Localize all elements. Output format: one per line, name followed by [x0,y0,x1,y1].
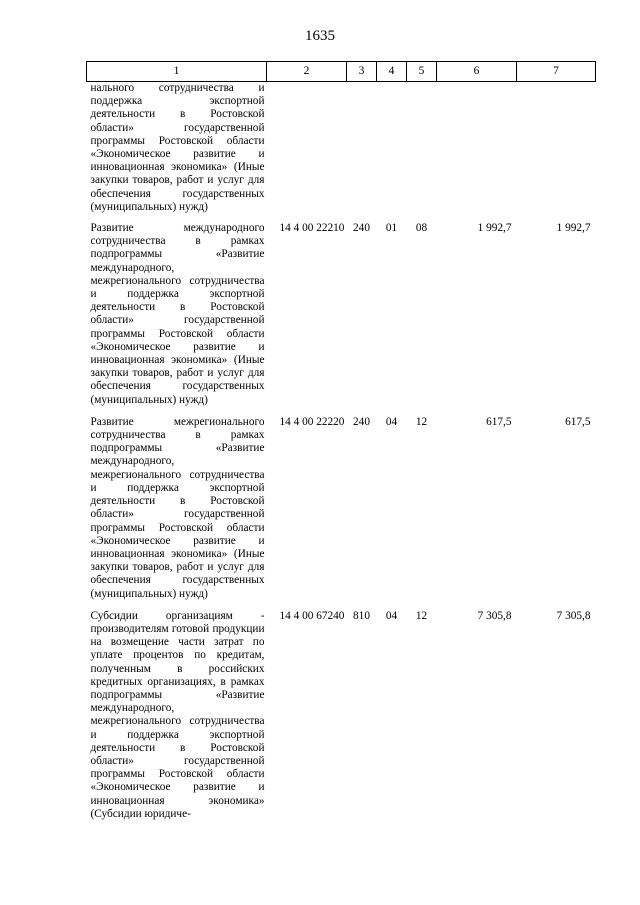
row-code: 14 4 00 22210 [279,222,345,235]
table-row [87,610,596,830]
row-amount-1: 1 992,7 [477,222,512,235]
column-header-5: 5 [407,62,437,82]
row-rz: 04 [385,415,398,428]
row-pr: 08 [415,222,428,235]
table-row [87,222,596,416]
row-name: Развитие межрегионального сотрудничества в рамках подпрограммы «Развитие международного, межрегионального сотрудничества и поддержка экспортной деятельности в Ростовской области» государственной программы Ростовской области «Экономическое развитие и инновационная экономика» (Иные закупки товаров, работ и услуг для обеспечения государственных (муниципальных) нужд) [90,415,265,600]
row-amount-2: 1 992,7 [556,222,591,235]
column-header-2: 2 [267,62,347,82]
row-name: Развитие международного сотрудничества в рамках подпрограммы «Развитие международного, межрегионального сотрудничества и поддержка экспортной деятельности в Ростовской области» государственной программы Ростовской области «Экономическое развитие и инновационная экономика» (Иные закупки товаров, работ и услуг для обеспечения государственных (муниципальных) нужд) [90,222,265,406]
page-number: 1635 [305,28,335,44]
row-amount-1: 617,5 [486,415,512,428]
table-header-row [87,62,596,82]
column-header-7: 7 [517,62,596,82]
row-amount-2: 617,5 [565,415,591,428]
row-code: 14 4 00 67240 [279,609,345,622]
row-rz: 01 [385,222,398,235]
row-code: 14 4 00 22220 [279,415,345,428]
column-header-6: 6 [437,62,517,82]
row-amount-2: 7 305,8 [556,609,591,622]
table-row-continuation [87,82,596,223]
column-header-1: 1 [87,62,267,82]
row-amount-1: 7 305,8 [477,609,512,622]
column-header-3: 3 [347,62,377,82]
row-name: нального сотрудничества и поддержка экспортной деятельности в Ростовской области» государственной программы Ростовской области «Экономическое развитие и инновационная экономика» (Иные закупки товаров, работ и услуг для обеспечения государственных (муниципальных) нужд) [90,82,265,213]
table-row [87,416,596,610]
column-header-4: 4 [377,62,407,82]
row-vr: 240 [353,222,370,235]
budget-table [86,61,596,830]
row-vr: 240 [353,415,370,428]
row-vr: 810 [353,609,370,622]
row-pr: 12 [415,415,428,428]
row-rz: 04 [385,609,398,622]
row-name: Субсидии организациям - производителям готовой продукции на возмещение части затрат по уплате процентов по кредитам, полученным в российских кредитных организациях, в рамках подпрограммы «Развитие международного, межрегионального сотрудничества и поддержка экспортной деятельности в Ростовской области» государственной программы Ростовской области «Экономическое развитие и инновационная экономика» (Субсидии юридиче- [90,609,265,820]
row-pr: 12 [415,609,428,622]
